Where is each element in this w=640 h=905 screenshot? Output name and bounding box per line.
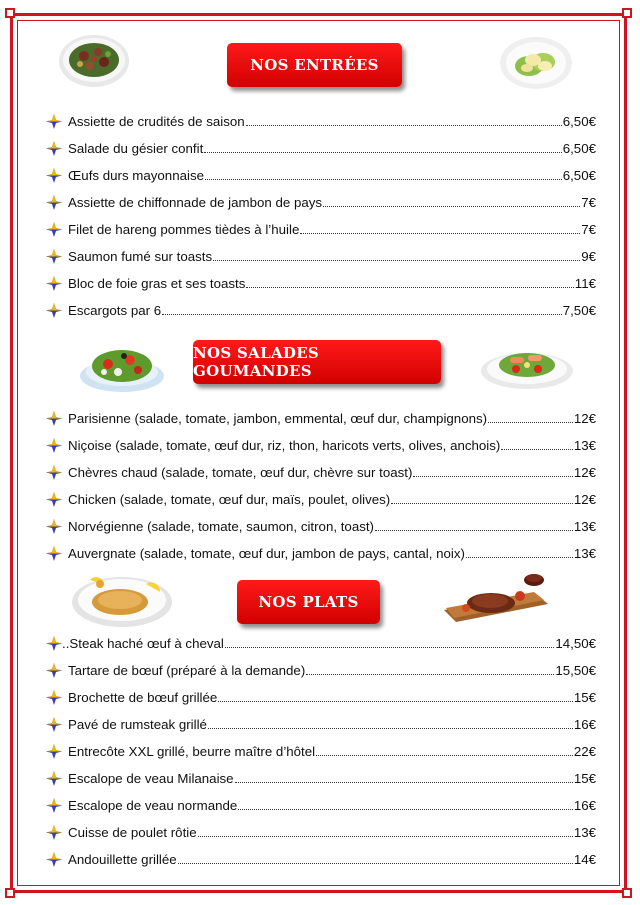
dot-leader [246, 125, 562, 126]
four-point-star-icon [46, 771, 62, 786]
dish-photo-salmon-salad [480, 343, 574, 391]
menu-item-name: Escalope de veau normande [68, 798, 238, 813]
menu-item-price: 6,50€ [562, 168, 596, 183]
dot-leader [162, 314, 562, 315]
dot-leader [205, 179, 562, 180]
menu-item [46, 822, 596, 840]
four-point-star-icon [46, 411, 62, 426]
dish-photo-gesier-salad [58, 32, 130, 88]
menu-item-name: Cuisse de poulet rôtie [68, 825, 197, 840]
dot-leader [466, 557, 573, 558]
menu-item-name: Bloc de foie gras et ses toasts [68, 276, 246, 291]
dot-leader [198, 836, 573, 837]
menu-item [46, 516, 596, 534]
menu-item-price: 7,50€ [562, 303, 596, 318]
menu-item-price: 15€ [573, 771, 596, 786]
four-point-star-icon [46, 465, 62, 480]
four-point-star-icon [46, 249, 62, 264]
four-point-star-icon [46, 195, 62, 210]
four-point-star-icon [46, 798, 62, 813]
menu-item [46, 300, 596, 318]
menu-item [46, 408, 596, 426]
menu-item-price: 11€ [574, 276, 596, 291]
menu-item-name: ..Steak haché œuf à cheval [62, 636, 224, 651]
dot-leader [213, 260, 580, 261]
menu-item [46, 543, 596, 561]
menu-item-name: Escargots par 6 [68, 303, 162, 318]
menu-item-price: 22€ [573, 744, 596, 759]
menu-item-price: 12€ [573, 492, 596, 507]
menu-item-price: 6,50€ [562, 114, 596, 129]
menu-item [46, 795, 596, 813]
four-point-star-icon [46, 276, 62, 291]
four-point-star-icon [46, 744, 62, 759]
dot-leader [208, 728, 573, 729]
menu-item-name: Brochette de bœuf grillée [68, 690, 218, 705]
menu-item-price: 13€ [573, 546, 596, 561]
four-point-star-icon [46, 438, 62, 453]
menu-item-name: Saumon fumé sur toasts [68, 249, 213, 264]
menu-item [46, 660, 596, 678]
menu-item-price: 13€ [573, 825, 596, 840]
menu-item-name: Œufs durs mayonnaise [68, 168, 204, 183]
menu-item [46, 633, 596, 651]
border-corner [5, 8, 15, 18]
menu-item-price: 16€ [573, 798, 596, 813]
menu-item [46, 489, 596, 507]
dot-leader [391, 503, 573, 504]
menu-item-price: 6,50€ [562, 141, 596, 156]
dot-leader [323, 206, 580, 207]
menu-item [46, 462, 596, 480]
menu-item [46, 714, 596, 732]
menu-item-name: Norvégienne (salade, tomate, saumon, citron, toast) [68, 519, 374, 534]
section-title-entrees: NOS ENTRÉES [227, 43, 402, 87]
menu-item-name: Parisienne (salade, tomate, jambon, emmental, œuf dur, champignons) [68, 411, 488, 426]
dot-leader [246, 287, 573, 288]
menu-item-price: 14,50€ [555, 636, 596, 651]
dot-leader [375, 530, 573, 531]
menu-item [46, 165, 596, 183]
four-point-star-icon [46, 546, 62, 561]
menu-item-price: 7€ [581, 195, 596, 210]
menu-item-price: 13€ [573, 519, 596, 534]
dish-photo-mixed-salad [78, 342, 166, 394]
menu-item-price: 9€ [581, 249, 596, 264]
menu-item-price: 13€ [573, 438, 596, 453]
dot-leader [178, 863, 573, 864]
menu-item-name: Filet de hareng pommes tièdes à l’huile [68, 222, 300, 237]
menu-item-name: Andouillette grillée [68, 852, 177, 867]
dot-leader [218, 701, 573, 702]
menu-item-name: Assiette de chiffonnade de jambon de pays [68, 195, 323, 210]
border-corner [5, 888, 15, 898]
menu-item-name: Escalope de veau Milanaise [68, 771, 234, 786]
menu-item-price: 12€ [573, 411, 596, 426]
four-point-star-icon [46, 852, 62, 867]
border-corner [622, 8, 632, 18]
menu-item-name: Entrecôte XXL grillé, beurre maître d’hôtel [68, 744, 316, 759]
dish-photo-escalope [70, 570, 174, 628]
menu-item-price: 16€ [573, 717, 596, 732]
four-point-star-icon [46, 690, 62, 705]
menu-item-name: Auvergnate (salade, tomate, œuf dur, jambon de pays, cantal, noix) [68, 546, 465, 561]
menu-item-name: Chèvres chaud (salade, tomate, œuf dur, chèvre sur toast) [68, 465, 413, 480]
dot-leader [235, 782, 573, 783]
menu-item [46, 111, 596, 129]
menu-item-name: Niçoise (salade, tomate, œuf dur, riz, thon, haricots verts, olives, anchois) [68, 438, 501, 453]
dot-leader [238, 809, 573, 810]
menu-item [46, 768, 596, 786]
four-point-star-icon [46, 168, 62, 183]
menu-item-name: Tartare de bœuf (préparé à la demande) [68, 663, 306, 678]
menu-item [46, 849, 596, 867]
dot-leader [300, 233, 580, 234]
section-title-plats: NOS PLATS [237, 580, 380, 624]
dish-photo-grilled-steak [436, 570, 554, 625]
menu-item [46, 138, 596, 156]
dish-photo-egg-salad [499, 36, 573, 90]
menu-item-name: Chicken (salade, tomate, œuf dur, maïs, poulet, olives) [68, 492, 391, 507]
four-point-star-icon [46, 825, 62, 840]
four-point-star-icon [46, 141, 62, 156]
four-point-star-icon [46, 636, 62, 651]
menu-item-name: Salade du gésier confit [68, 141, 204, 156]
menu-item-price: 7€ [581, 222, 596, 237]
four-point-star-icon [46, 717, 62, 732]
section-title-salades: NOS SALADES GOUMANDES [193, 340, 441, 384]
four-point-star-icon [46, 303, 62, 318]
menu-item-price: 15€ [573, 690, 596, 705]
menu-item-name: Pavé de rumsteak grillé [68, 717, 207, 732]
dot-leader [488, 422, 573, 423]
menu-item-price: 12€ [573, 465, 596, 480]
dot-leader [501, 449, 572, 450]
border-corner [622, 888, 632, 898]
menu-item [46, 687, 596, 705]
four-point-star-icon [46, 519, 62, 534]
menu-item-price: 15,50€ [555, 663, 596, 678]
menu-item [46, 273, 596, 291]
dot-leader [316, 755, 573, 756]
dot-leader [204, 152, 561, 153]
dot-leader [225, 647, 554, 648]
four-point-star-icon [46, 222, 62, 237]
menu-item [46, 435, 596, 453]
menu-item-price: 14€ [573, 852, 596, 867]
four-point-star-icon [46, 663, 62, 678]
four-point-star-icon [46, 114, 62, 129]
dot-leader [306, 674, 554, 675]
menu-item [46, 246, 596, 264]
four-point-star-icon [46, 492, 62, 507]
menu-item [46, 219, 596, 237]
menu-item [46, 741, 596, 759]
dot-leader [413, 476, 572, 477]
menu-item-name: Assiette de crudités de saison [68, 114, 245, 129]
menu-item [46, 192, 596, 210]
